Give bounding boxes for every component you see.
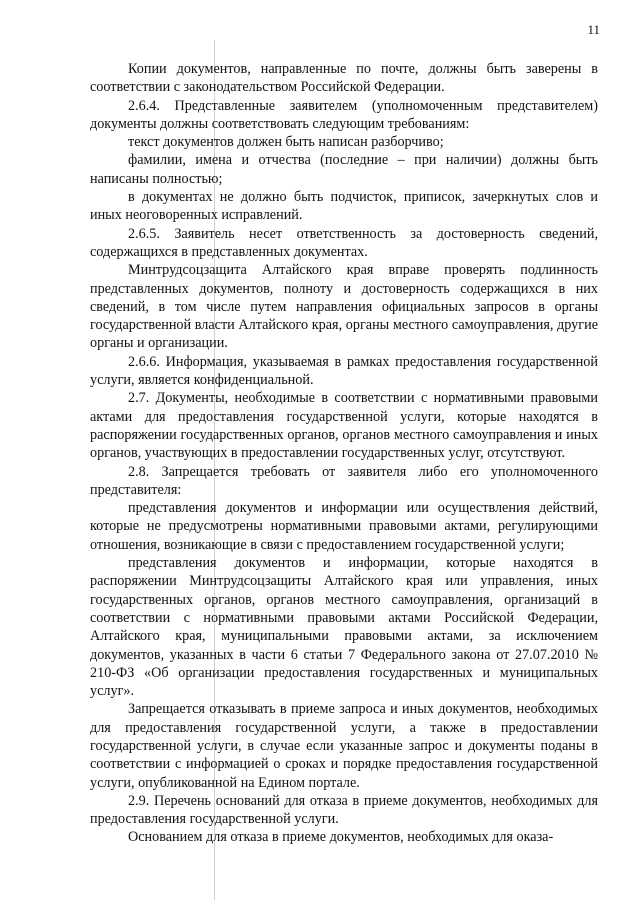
paragraph: 2.7. Документы, необходимые в соответствии с нормативными правовыми актами для предоставления государственной услуги, которые находятся в распоряжении государственных органов, органов местного самоуправления и иных органов, участвующих в предоставлении государственных услуг, отсутствуют. <box>90 390 598 462</box>
paragraph: представления документов и информации, которые находятся в распоряжении Минтрудсоцзащиты Алтайского края или управления, иных государственных органов, органов местного самоуправления, организаций в соответствии с нормативными правовыми актами Российской Федерации, Алтайского края, муниципальными правовыми актами, за исключением документов, указанных в части 6 статьи 7 Федерального закона от 27.07.2010 № 210-ФЗ «Об организации предоставления государственных и муниципальных услуг». <box>90 555 598 700</box>
paragraph: Основанием для отказа в приеме документов, необходимых для оказа- <box>128 829 554 846</box>
paragraph: 2.6.6. Информация, указываемая в рамках предоставления государственной услуги, является конфиденциальной. <box>90 353 598 389</box>
paragraph: Минтрудсоцзащита Алтайского края вправе проверять подлинность представленных документов, полноту и достоверность содержащихся в них сведений, в том числе путем направления официальных запросов в органы государственной власти Алтайского края, органы местного самоуправления, другие органы и организации. <box>90 262 598 352</box>
paragraph: 2.6.5. Заявитель несет ответственность за достоверность сведений, содержащихся в представленных документах. <box>90 225 598 260</box>
page-number: 11 <box>587 22 600 37</box>
paragraph: в документах не должно быть подчисток, приписок, зачеркнутых слов и иных неоговоренных исправлений. <box>90 189 598 224</box>
paragraph: Копии документов, направленные по почте, должны быть заверены в соответствии с законодательством Российской Федерации. <box>90 61 598 96</box>
paragraph: фамилии, имена и отчества (последние – при наличии) должны быть написаны полностью; <box>90 152 598 187</box>
paragraph: 2.6.4. Представленные заявителем (уполномоченным представителем) документы должны соответствовать следующим требованиям: <box>90 97 598 132</box>
paragraph: представления документов и информации или осуществления действий, которые не предусмотрены нормативными правовыми актами, регулирующими отношения, возникающие в связи с предоставлением государственной услуги; <box>90 500 598 553</box>
paragraph: текст документов должен быть написан разборчиво; <box>128 134 444 151</box>
paragraph: Запрещается отказывать в приеме запроса и иных документов, необходимых для предоставления государственной услуги, а также в предоставлении государственной услуги, в случае если указанные запрос и документы поданы в соответствии с информацией о сроках и порядке предоставления государственной услуги, опубликованной на Едином портале. <box>90 701 598 791</box>
paragraph: 2.9. Перечень оснований для отказа в приеме документов, необходимых для предоставления государственной услуги. <box>90 792 598 828</box>
paragraph: 2.8. Запрещается требовать от заявителя либо его уполномоченного представителя: <box>90 463 598 498</box>
document-body <box>90 60 598 847</box>
